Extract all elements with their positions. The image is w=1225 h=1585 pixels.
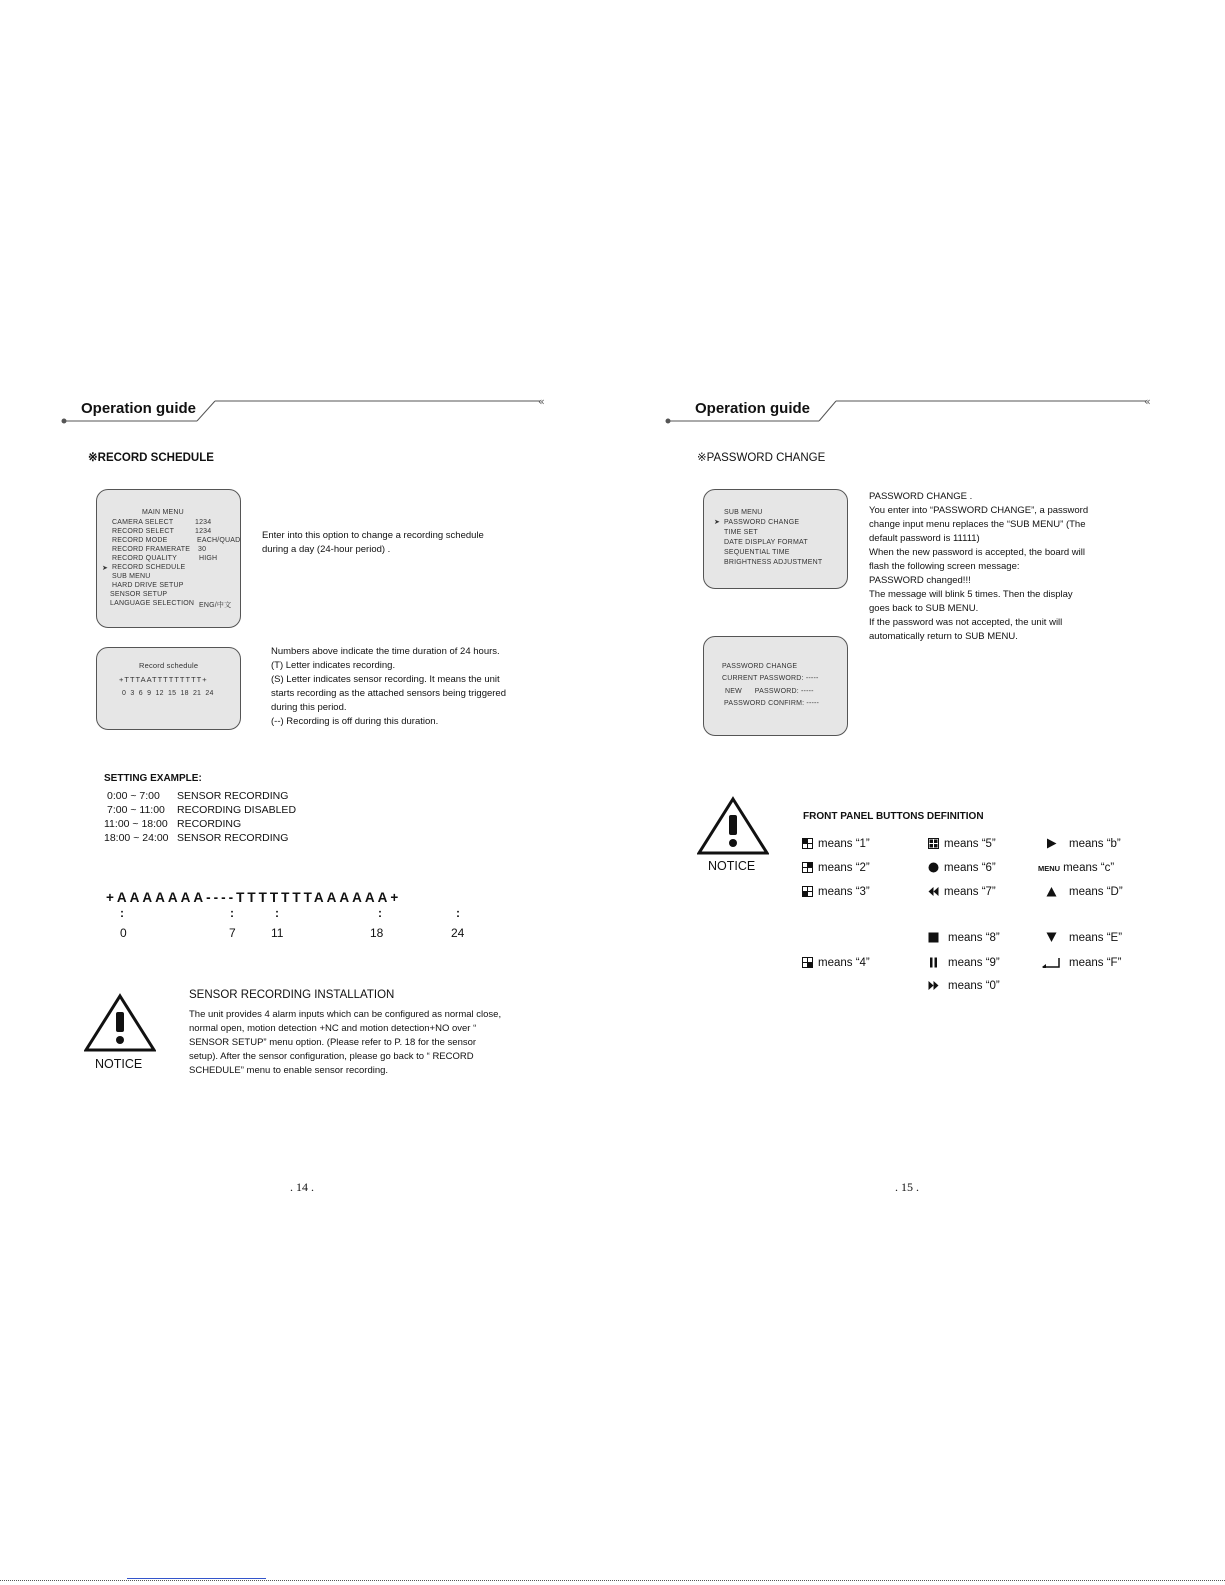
pw-current: CURRENT PASSWORD: -----	[722, 675, 819, 682]
setting-example-title: SETTING EXAMPLE:	[104, 773, 202, 784]
button-def-F: means “F”	[1042, 957, 1121, 969]
button-def-1: means “1”	[802, 838, 870, 850]
menu-item-sub-menu: SUB MENU	[112, 573, 151, 580]
button-def-9: means “9”	[928, 957, 1000, 969]
record-schedule-title: ※RECORD SCHEDULE	[88, 452, 214, 464]
menu-value: ENG/中文	[199, 602, 232, 609]
page-number-right: . 15 .	[895, 1180, 919, 1194]
button-def-E: means “E”	[1046, 932, 1122, 944]
quad-1-icon	[802, 838, 813, 849]
right-header-title: Operation guide	[695, 400, 811, 417]
sensor-install-title: SENSOR RECORDING INSTALLATION	[189, 989, 395, 1001]
menu-item-record-schedule: RECORD SCHEDULE	[112, 564, 186, 571]
notice-label: NOTICE	[95, 1057, 143, 1071]
left-header-title: Operation guide	[81, 400, 197, 417]
menu-item-record-quality: RECORD QUALITY	[112, 555, 178, 562]
button-def-b: means “b”	[1046, 838, 1121, 850]
menu-item-record-select: RECORD SELECT	[112, 528, 175, 535]
menu-item-record-framerate: RECORD FRAMERATE	[112, 546, 191, 553]
quad-4-icon	[802, 957, 813, 968]
timeline-mark: 18	[370, 926, 384, 940]
schedule-screen-title: Record schedule	[139, 661, 199, 670]
sub-item-password-change: PASSWORD CHANGE	[724, 519, 800, 526]
button-def-0: means “0”	[928, 980, 1000, 992]
enter-icon	[1042, 957, 1060, 968]
timeline-mark: 24	[451, 926, 465, 940]
pw-new: NEW PASSWORD: -----	[725, 688, 814, 695]
menu-arrow-icon: ➤	[102, 565, 109, 572]
menu-value: 30	[198, 546, 207, 553]
play-icon	[1046, 838, 1057, 849]
sub-item-brightness-adjustment: BRIGHTNESS ADJUSTMENT	[724, 559, 823, 566]
password-change-screen	[703, 636, 848, 736]
fast-forward-icon	[928, 980, 939, 991]
menu-item-hard-drive-setup: HARD DRIVE SETUP	[112, 582, 184, 589]
button-def-8: means “8”	[928, 932, 1000, 944]
menu-value: HIGH	[199, 555, 218, 562]
menu-value: EACH/QUAD	[197, 537, 241, 544]
button-def-7: means “7”	[928, 886, 996, 898]
schedule-timeline: +AAAAAAA----TTTTTTTAAAAAA+	[106, 890, 402, 905]
sub-menu-title: SUB MENU	[724, 509, 763, 516]
menu-item-language-selection: LANGUAGE SELECTION	[110, 600, 195, 607]
front-panel-title: FRONT PANEL BUTTONS DEFINITION	[803, 811, 984, 822]
menu-item-camera-select: CAMERA SELECT	[112, 519, 174, 526]
sub-menu-screen	[703, 489, 848, 589]
sub-item-time-set: TIME SET	[724, 529, 758, 536]
pw-screen-title: PASSWORD CHANGE	[722, 663, 798, 670]
record-icon	[928, 862, 939, 873]
notice-warning-icon	[697, 795, 769, 857]
pause-icon	[928, 957, 939, 968]
menu-item-sensor-setup: SENSOR SETUP	[110, 591, 168, 598]
down-arrow-icon	[1046, 932, 1057, 943]
button-def-c: MENU means “c”	[1038, 862, 1115, 874]
right-page	[612, 0, 1225, 1585]
bottom-link-underline	[127, 1578, 266, 1579]
pw-confirm: PASSWORD CONFIRM: -----	[724, 700, 820, 707]
record-schedule-intro: Enter into this option to change a recording schedule during a day (24-hour period) .	[262, 530, 484, 555]
menu-value: 1234	[195, 519, 212, 526]
menu-button-label: MENU	[1038, 864, 1061, 873]
svg-text:«: «	[538, 395, 545, 408]
bottom-border	[0, 1580, 1225, 1581]
notice-label: NOTICE	[708, 859, 756, 873]
sub-item-date-display-format: DATE DISPLAY FORMAT	[724, 539, 808, 546]
button-def-5: means “5”	[928, 838, 996, 850]
rewind-icon	[928, 886, 939, 897]
button-def-6: means “6”	[928, 862, 996, 874]
main-menu-screen	[96, 489, 241, 628]
record-schedule-screen	[96, 647, 241, 730]
password-change-title: ※PASSWORD CHANGE	[697, 452, 826, 464]
menu-arrow-icon: ➤	[714, 519, 721, 526]
menu-value: 1234	[195, 528, 212, 535]
timeline-mark: 11	[271, 926, 284, 940]
button-def-2: means “2”	[802, 862, 870, 874]
timeline-mark: 7	[229, 926, 236, 940]
stop-icon	[928, 932, 939, 943]
schedule-screen-hours: 0 3 6 9 12 15 18 21 24	[122, 690, 214, 697]
timeline-marks: : : : : : 0 7 11 18 24	[120, 906, 465, 940]
button-def-D: means “D”	[1046, 886, 1123, 898]
page-number-left: . 14 .	[290, 1180, 314, 1194]
schedule-screen-line: +TTTAATTTTTTTTT+	[119, 675, 208, 684]
quad-view-icon	[928, 838, 939, 849]
timeline-mark: 0	[120, 926, 127, 940]
quad-2-icon	[802, 862, 813, 873]
menu-item-record-mode: RECORD MODE	[112, 537, 168, 544]
sensor-install-text: The unit provides 4 alarm inputs which can be configured as normal close, normal open, motion detection +NC and motion detection+NO over “ SENSOR SETUP” menu option. (Please refer to P. 18 for the sensor setup). After the sensor configuration, please go back to “ RECORD SCHEDULE” menu to enable sensor recording.	[189, 1009, 502, 1076]
up-arrow-icon	[1046, 886, 1057, 897]
quad-3-icon	[802, 886, 813, 897]
button-def-3: means “3”	[802, 886, 870, 898]
left-page: « Operation guide ※RECORD SCHEDULE MAIN MENU CAMERA SELECT 1234 RECORD SELECT 1234 RECORD MODE EACH/QUAD RECORD FRAMERATE 30 RECORD QUALITY HIGH ➤ RECORD SCHEDULE SUB MENU HARD DRIVE SETUP SENSOR SETUP LANGUAGE SELECTION ENG/中文 Enter into this option to change a recording schedule during a day (24-hour period) . Record schedule +TTTAATTTTTTTTT+ 0 3 6 9 12 15 18 21 24 Numbers above indicate the time duration of 24 hours. (T) Letter indicates recording. (S) Letter indicates sensor recording. It means the unit starts recording as the attached sensors being triggered during this period. (--) Recording is off during this duration. SETTING EXAMPLE: 0:00 ~ 7:00 SENSOR RECORDING 7:00 ~ 11:00 RECORDING DISABLED 11:00 ~ 18:00 RECORDING 18:00 ~ 24:00 SENSOR RECORDING +AAAAAAA----TTTTTTTAAAAAA+ : : : : : 0 7 11 18 24 NOTICE SENSOR RECORDING INSTALLATION The unit provides 4 alarm inputs which can be configured as normal close, normal open, motion detection +NC and motion detection+NO over “ SENSOR SETUP” menu option. (Please refer to P. 18 for the sensor setup). After the sensor configuration, please go back to “ RECORD SCHEDULE” menu to enable sensor recording. . 14 .	[0, 0, 612, 1585]
sub-item-sequential-time: SEQUENTIAL TIME	[724, 549, 790, 556]
button-def-4: means “4”	[802, 957, 870, 969]
notice-warning-icon	[84, 992, 156, 1054]
record-schedule-legend: Numbers above indicate the time duration of 24 hours. (T) Letter indicates recording. (S) Letter indicates sensor recording. It means the unit starts recording as the attached sensors being triggered during this period. (--) Recording is off during this duration.	[271, 646, 506, 727]
main-menu-title: MAIN MENU	[142, 509, 184, 516]
password-change-description: PASSWORD CHANGE . You enter into “PASSWORD CHANGE”, a password change input menu replaces the “SUB MENU” (The default password is 11111) When the new password is accepted, the board will flash the following screen message: PASSWORD changed!!! The message will blink 5 times. Then the display goes back to SUB MENU. If the password was not accepted, the unit will automatically return to SUB MENU.	[869, 491, 1089, 642]
svg-text:«: «	[1144, 395, 1151, 408]
